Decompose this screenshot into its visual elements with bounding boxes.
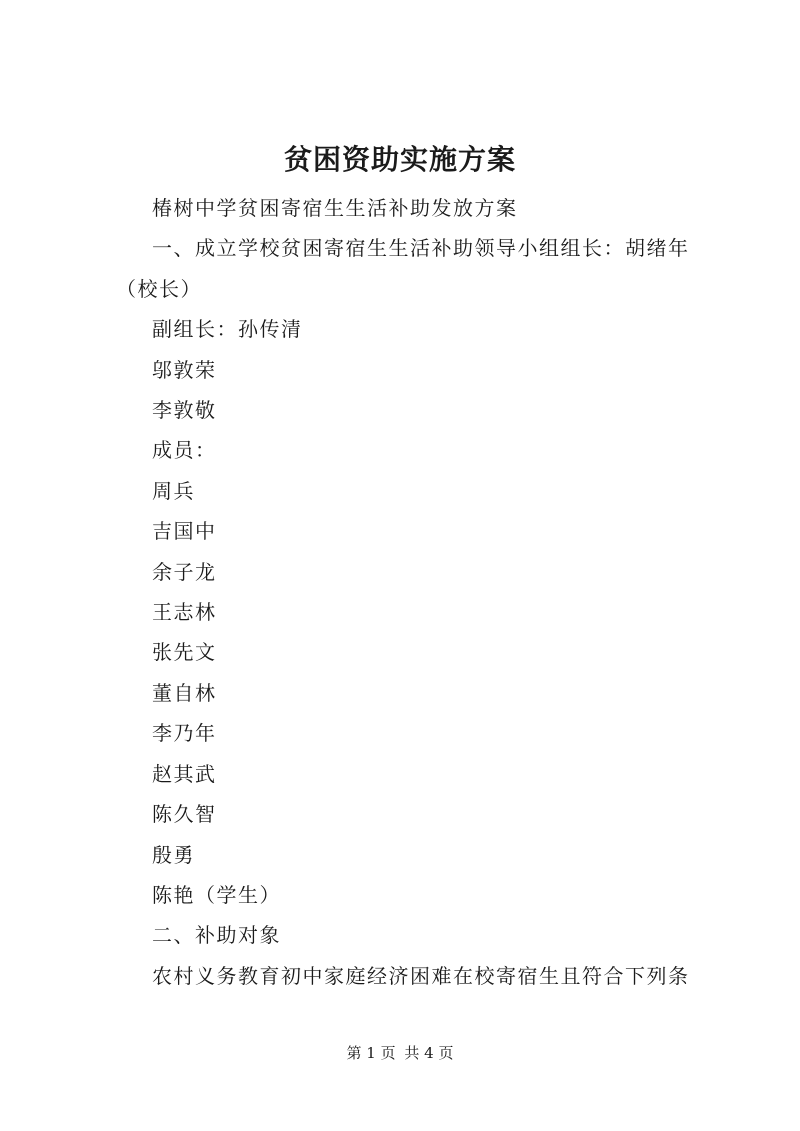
paragraph-members-label: 成员：: [152, 438, 217, 463]
list-item: 吉国中: [152, 519, 217, 544]
list-item: 陈久智: [152, 802, 217, 827]
list-item: 邬敦荣: [152, 357, 217, 382]
list-item: 余子龙: [152, 559, 217, 584]
paragraph-vice-leader: 副组长：孙传清: [152, 317, 303, 342]
paragraph-subtitle: 椿树中学贫困寄宿生生活补助发放方案: [152, 196, 518, 220]
page-number: 第 1 页: [346, 1044, 396, 1062]
paragraph-section-one: 一、成立学校贫困寄宿生生活补助领导小组组长：胡绪年（校长）: [116, 236, 690, 301]
document-title: 贫困资助实施方案: [283, 143, 516, 176]
list-item: 李敦敬: [152, 398, 217, 423]
list-item: 周兵: [152, 478, 195, 503]
list-item: 张先文: [152, 640, 217, 665]
list-item: 殷勇: [152, 842, 195, 867]
list-item: 李乃年: [152, 721, 217, 746]
document-body: [116, 188, 706, 996]
page-footer: [0, 1043, 800, 1063]
list-item: 陈艳（学生）: [152, 882, 281, 907]
paragraph-section-two: 二、补助对象: [152, 923, 281, 948]
page-total: 共 4 页: [404, 1044, 454, 1062]
list-item: 王志林: [152, 600, 217, 625]
list-item: 赵其武: [152, 761, 217, 786]
list-item: 董自林: [152, 680, 217, 705]
paragraph-body: 农村义务教育初中家庭经济困难在校寄宿生且符合下列条: [152, 963, 690, 988]
